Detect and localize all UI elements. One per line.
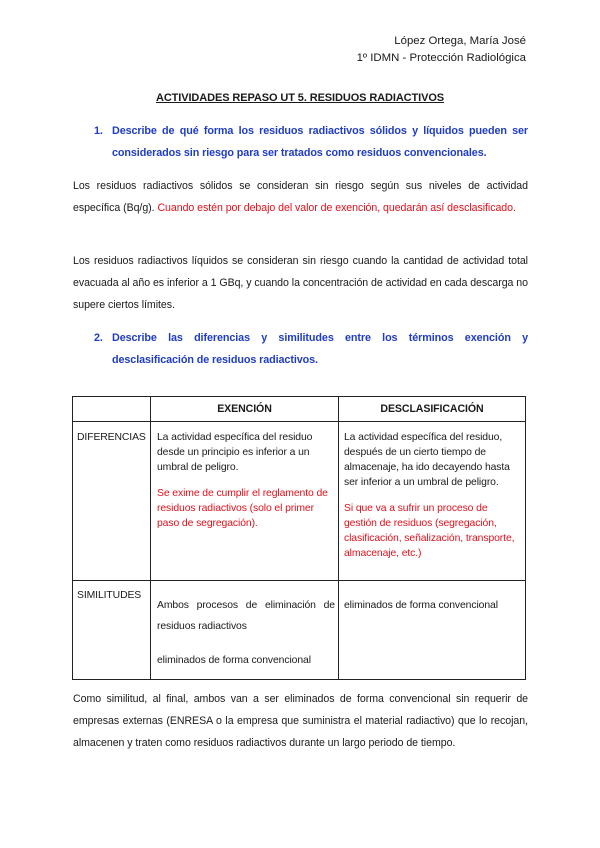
document-title: ACTIVIDADES REPASO UT 5. RESIDUOS RADIACTIVOS [155,92,445,104]
cell-similarities-desclasificacion: eliminados de forma convencional [344,600,498,611]
cell-highlight: Se exime de cumplir el reglamento de residuos radiactivos (solo el primer paso de segregación). [157,488,328,529]
table-header-exencion: EXENCIÓN [217,403,272,415]
table-divider-2 [338,396,339,680]
cell-differences-exencion [157,430,333,542]
table-divider-1 [150,396,151,680]
cell-similarities-exencion [157,595,335,671]
cell-text: La actividad específica del residuo, después de un cierto tiempo de almacenaje, ha ido decayendo hasta ser inferior a un umbral de peligro. [344,432,510,488]
question-2 [94,327,528,371]
table-border-row [72,580,526,581]
page-header [357,33,526,67]
question-number: 2. [94,332,103,344]
answer-highlight: Cuando estén por debajo del valor de exención, quedarán así desclasificado. [157,202,516,214]
question-1 [94,120,528,164]
table-border-left [72,396,73,680]
table-border-bottom [72,679,526,680]
cell-text: Ambos procesos de eliminación de residuos radiactivos [157,600,335,632]
question-text: Describe de qué forma los residuos radiactivos sólidos y líquidos pueden ser considerados sin riesgo para ser tratados como residuos convencionales. [112,125,528,159]
answer-conclusion: Como similitud, al final, ambos van a ser eliminados de forma convencional sin requerir de empresas externas (ENRESA o la empresa que suministra el material radiactivo) que lo recojan, almacenen y traten como residuos radiactivos durante un largo periodo de tiempo. [73,693,528,749]
cell-highlight: Si que va a sufrir un proceso de gestión de residuos (segregación, clasificación, señalización, transporte, almacenaje, etc.) [344,503,515,559]
question-number: 1. [94,125,103,137]
author-name: López Ortega, María José [394,35,526,47]
table-border-right [525,396,526,680]
row-label-differences: DIFERENCIAS [77,432,146,443]
answer-text: Los residuos radiactivos sólidos se consideran sin riesgo según sus niveles de actividad específica (Bq/g). [73,180,528,214]
cell-text-2: eliminados de forma convencional [157,655,311,666]
comparison-table [72,396,526,680]
question-text: Describe las diferencias y similitudes entre los términos exención y desclasificación de residuos radiactivos. [112,332,528,366]
table-border-header [72,421,526,422]
answer-solid-waste [73,175,528,219]
cell-text: La actividad específica del residuo desde un principio es inferior a un umbral de peligro. [157,432,313,473]
row-label-similarities: SIMILITUDES [77,590,142,601]
table-header-desclasificacion: DESCLASIFICACIÓN [380,403,484,415]
cell-differences-desclasificacion [344,430,520,572]
answer-liquid-waste: Los residuos radiactivos líquidos se consideran sin riesgo cuando la cantidad de actividad total evacuada al año es inferior a 1 GBq, y cuando la concentración de actividad en cada descarga no supere ciertos límites. [73,255,528,311]
course-name: 1º IDMN - Protección Radiológica [356,52,526,64]
table-border-top [72,396,526,397]
